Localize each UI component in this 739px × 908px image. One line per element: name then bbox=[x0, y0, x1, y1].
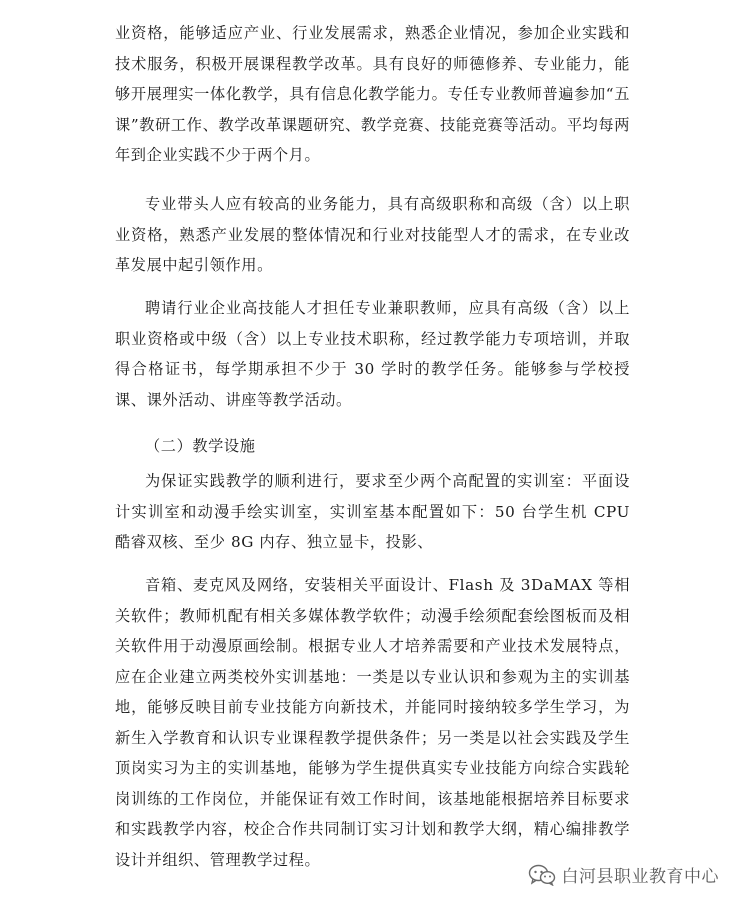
watermark bbox=[528, 862, 720, 887]
paragraph-training-bases: 音箱、麦克风及网络，安装相关平面设计、Flash 及 3DaMAX 等相关软件；教师机配有相关多媒体教学软件；动漫手绘须配套绘图板而及相关软件用于动漫原画绘制。根据专业人才培养需要和产业技术发展特点，应在企业建立两类校外实训基地：一类是以专业认识和参观为主的实训基地，能够反映目前专业技能方向新技术，并能同时接纳较多学生学习，为新生入学教育和认识专业课程教学提供条件；另一类是以社会实践及学生顶岗实习为主的实训基地，能够为学生提供真实专业技能方向综合实践轮岗训练的工作岗位，并能保证有效工作时间，该基地能根据培养目标要求和实践教学内容，校企合作共同制订实习计划和教学大纲，精心编排教学设计并组织、管理教学过程。 bbox=[115, 576, 630, 869]
paragraph-part-time-teachers: 聘请行业企业高技能人才担任专业兼职教师，应具有高级（含）以上职业资格或中级（含）以上专业技术职称，经过教学能力专项培训，并取得合格证书，每学期承担不少于 30 学时的教学任务。能够参与学校授课、课外活动、讲座等教学活动。 bbox=[115, 299, 630, 409]
wechat-icon bbox=[528, 864, 556, 886]
paragraph-training-rooms: 为保证实践教学的顺利进行，要求至少两个高配置的实训室：平面设计实训室和动漫手绘实训室，实训室基本配置如下：50 台学生机 CPU 酷睿双核、至少 8G 内存、独立显卡，投影、 bbox=[115, 472, 630, 551]
section-heading-teaching-facilities: （二）教学设施 bbox=[145, 437, 256, 455]
watermark-text: 白河县职业教育中心 bbox=[561, 867, 719, 887]
paragraph-teacher-qualifications: 业资格，能够适应产业、行业发展需求，熟悉企业情况，参加企业实践和技术服务，积极开展课程教学改革。具有良好的师德修养、专业能力，能够开展理实一体化教学，具有信息化教学能力。专任专业教师普遍参加“五课”教研工作、教学改革课题研究、教学竞赛、技能竞赛等活动。平均每两年到企业实践不少于两个月。 bbox=[115, 24, 630, 164]
paragraph-professional-leader: 专业带头人应有较高的业务能力，具有高级职称和高级（含）以上职业资格，熟悉产业发展的整体情况和行业对技能型人才的需求，在专业改革发展中起引领作用。 bbox=[115, 195, 630, 274]
